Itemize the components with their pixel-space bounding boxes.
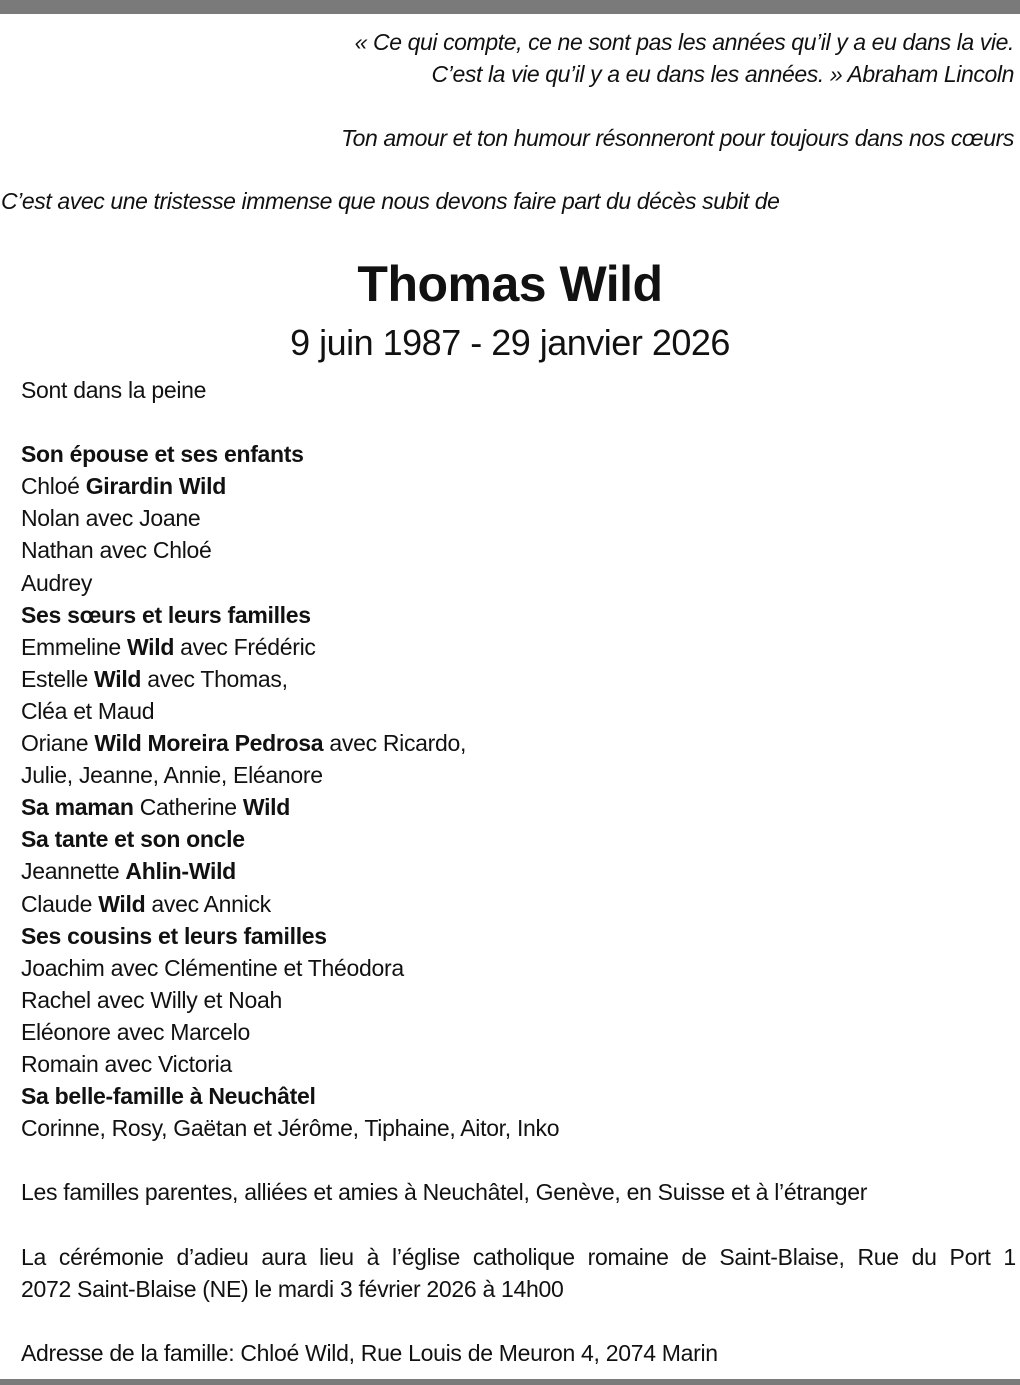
child-entry: Nathan avec Chloé xyxy=(21,537,212,564)
ceremony-word: d’adieu xyxy=(176,1243,249,1270)
ceremony-word: catholique xyxy=(472,1243,575,1270)
cousin-entry: Joachim avec Clémentine et Théodora xyxy=(21,954,404,981)
quote-line-1: « Ce qui compte, ce ne sont pas les années qu’il y a eu dans la vie. xyxy=(354,29,1014,55)
aunt-last-name: Ahlin-Wild xyxy=(125,858,236,885)
announcement-intro: C’est avec une tristesse immense que nous devons faire part du décès subit de xyxy=(1,188,780,214)
cousins-heading: Ses cousins et leurs familles xyxy=(21,922,327,949)
dedication: Ton amour et ton humour résonneront pour toujours dans nos cœurs xyxy=(341,125,1014,151)
ceremony-word: aura xyxy=(261,1243,307,1270)
ceremony-word: lieu xyxy=(319,1243,354,1270)
spacer xyxy=(21,1208,1016,1240)
ceremony-line-2: 2072 Saint-Blaise (NE) le mardi 3 février 2026 à 14h00 xyxy=(21,1275,564,1302)
mother-entry xyxy=(21,791,1016,823)
sister-children: Julie, Jeanne, Annie, Eléanore xyxy=(21,762,323,789)
spacer xyxy=(21,1144,1016,1176)
spacer xyxy=(21,406,1016,438)
inlaws-heading: Sa belle-famille à Neuchâtel xyxy=(21,1083,316,1110)
sister-first-name: Estelle xyxy=(21,665,95,692)
ceremony-line-1 xyxy=(21,1241,1016,1273)
ceremony-word: de xyxy=(681,1243,707,1270)
ceremony-word: Port xyxy=(949,1243,991,1270)
quote-line-2: C’est la vie qu’il y a eu dans les années. » Abraham Lincoln xyxy=(431,61,1014,87)
cousin-entry: Eléonore avec Marcelo xyxy=(21,1018,250,1045)
sister-first-name: Emmeline xyxy=(21,633,127,660)
sister-partner: avec Thomas, xyxy=(141,665,288,692)
cousin-entry: Rachel avec Willy et Noah xyxy=(21,986,282,1013)
sisters-heading: Ses sœurs et leurs familles xyxy=(21,601,311,628)
spouse-heading: Son épouse et ses enfants xyxy=(21,441,304,468)
sister-partner: avec Frédéric xyxy=(174,633,316,660)
sister-entry xyxy=(21,727,1016,759)
sister-entry xyxy=(21,631,1016,663)
aunt-uncle-heading: Sa tante et son oncle xyxy=(21,826,245,853)
sister-last-name: Wild xyxy=(94,665,142,692)
spacer xyxy=(21,1305,1016,1337)
mourners-intro: Sont dans la peine xyxy=(21,377,207,403)
uncle-partner: avec Annick xyxy=(145,890,271,917)
mother-label: Sa maman xyxy=(21,794,134,821)
spacer xyxy=(14,90,1014,122)
sister-last-name: Wild Moreira Pedrosa xyxy=(94,730,324,757)
ceremony-word: La xyxy=(21,1243,46,1270)
child-entry: Nolan avec Joane xyxy=(21,505,201,532)
ceremony-word: 1 xyxy=(1003,1243,1016,1270)
uncle-last-name: Wild xyxy=(98,890,146,917)
cousin-entry: Romain avec Victoria xyxy=(21,1050,232,1077)
mourners-list xyxy=(21,374,1016,1369)
sister-entry xyxy=(21,663,1016,695)
inlaws-entry: Corinne, Rosy, Gaëtan et Jérôme, Tiphaine, Aitor, Inko xyxy=(21,1115,560,1142)
deceased-dates: 9 juin 1987 - 29 janvier 2026 xyxy=(290,322,730,363)
deceased-name: Thomas Wild xyxy=(357,256,663,312)
family-address: Adresse de la famille: Chloé Wild, Rue Louis de Meuron 4, 2074 Marin xyxy=(21,1339,718,1366)
spouse-last-name: Girardin Wild xyxy=(85,473,226,500)
aunt-entry xyxy=(21,855,1016,887)
mother-first-name: Catherine xyxy=(133,794,243,821)
ceremony-word: à xyxy=(366,1243,380,1270)
extended-families: Les familles parentes, alliées et amies à Neuchâtel, Genève, en Suisse et à l’étranger xyxy=(21,1179,868,1206)
sister-partner: avec Ricardo, xyxy=(323,730,467,757)
ceremony-word: Saint-Blaise, xyxy=(719,1243,845,1270)
sister-children: Cléa et Maud xyxy=(21,697,155,724)
epigraph xyxy=(14,26,1014,154)
top-border xyxy=(0,0,1020,14)
sister-last-name: Wild xyxy=(126,633,175,660)
ceremony-word: cérémonie xyxy=(58,1243,164,1270)
bottom-border xyxy=(0,1379,1020,1385)
ceremony-word: romaine xyxy=(587,1243,669,1270)
aunt-first-name: Jeannette xyxy=(21,858,126,885)
child-entry: Audrey xyxy=(21,569,93,596)
uncle-entry xyxy=(21,888,1016,920)
ceremony-word: Rue xyxy=(857,1243,899,1270)
sister-first-name: Oriane xyxy=(21,730,95,757)
mother-last-name: Wild xyxy=(242,794,291,821)
uncle-first-name: Claude xyxy=(21,890,99,917)
spouse-entry xyxy=(21,470,1016,502)
ceremony-word: l’église xyxy=(392,1243,460,1270)
ceremony-word: du xyxy=(911,1243,937,1270)
spouse-first-name: Chloé xyxy=(21,473,86,500)
